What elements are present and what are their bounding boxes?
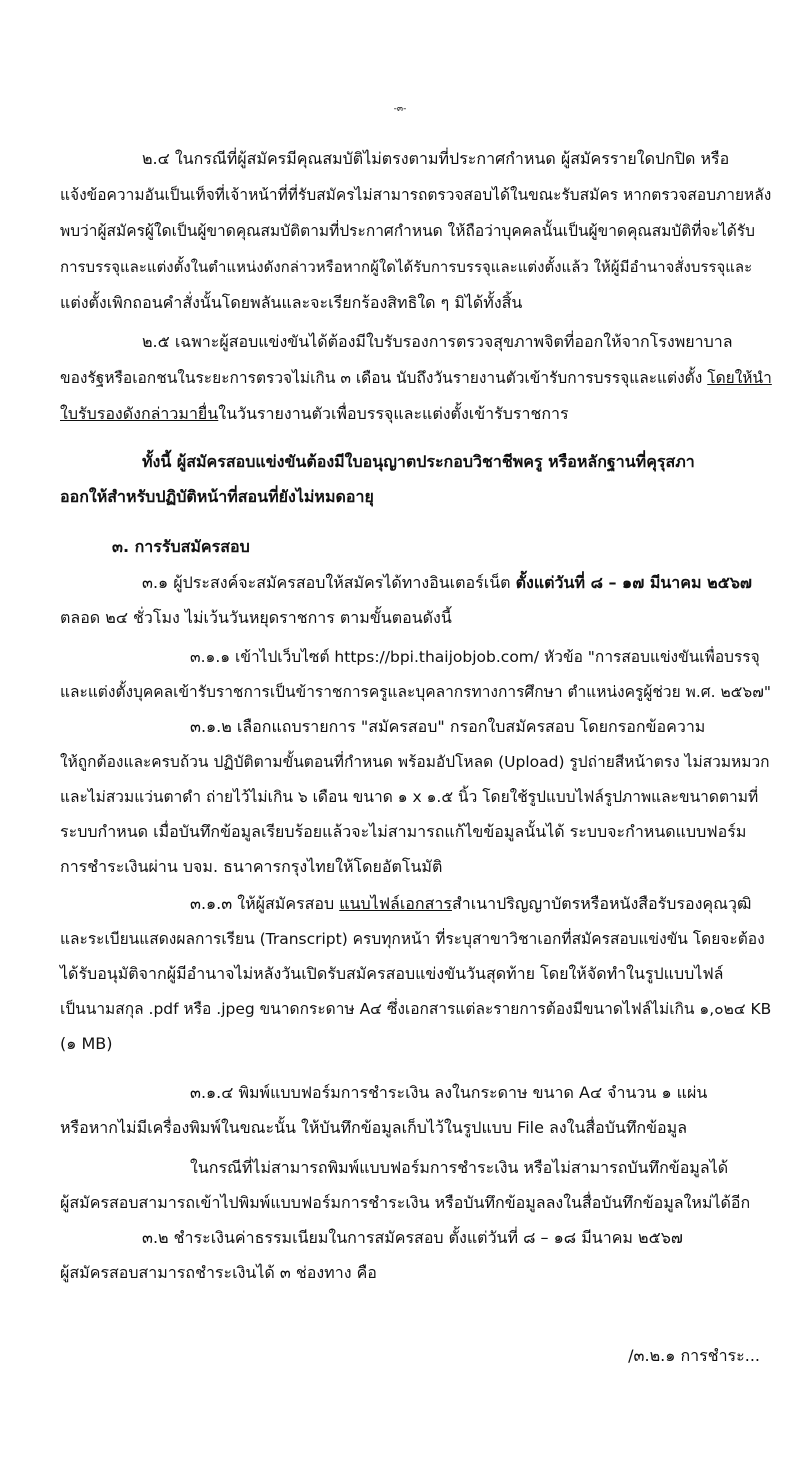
note-line: ทั้งนี้ ผู้สมัครสอบแข่งขันต้องมีใบอนุญาตประกอบวิชาชีพครู หรือหลักฐานที่คุรุสภา [142,452,695,471]
page-number: -๓- [393,104,407,114]
text-segment: ๓.๑ ผู้ประสงค์จะสมัครสอบให้สมัครได้ทางอินเตอร์เน็ต [142,573,516,592]
bold-text: ตั้งแต่วันที่ ๘ – ๑๗ มีนาคม ๒๕๖๗ [515,573,752,592]
paragraph-line [190,889,751,919]
paragraph-line: และระเบียนแสดงผลการเรียน (Transcript) ครบทุกหน้า ที่ระบุสาขาวิชาเอกที่สมัครสอบแข่งขัน โดยจะต้อง [60,930,765,948]
text-segment: สำเนาปริญญาบัตรหรือหนังสือรับรองคุณวุฒิ [451,894,752,913]
paragraph-line: ในกรณีที่ไม่สามารถพิมพ์แบบฟอร์มการชำระเงิน หรือไม่สามารถบันทึกข้อมูลได้ [190,1158,729,1177]
paragraph-line: ๓.๑.๒ เลือกแถบรายการ "สมัครสอบ" กรอกใบสมัครสอบ โดยกรอกข้อความ [190,717,706,736]
paragraph-line: ๒.๕ เฉพาะผู้สอบแข่งขันได้ต้องมีใบรับรองการตรวจสุขภาพจิตที่ออกให้จากโรงพยาบาล [142,332,733,351]
paragraph-line: ได้รับอนุมัติจากผู้มีอำนาจไม่หลังวันเปิดรับสมัครสอบแข่งขันวันสุดท้าย โดยให้จัดทำในรูปแบบไฟล์ [60,964,724,983]
paragraph-line: การชำระเงินผ่าน บจม. ธนาคารกรุงไทยให้โดยอัตโนมัติ [60,857,443,876]
underlined-text: แนบไฟล์เอกสาร [339,894,452,913]
note-line: ออกให้สำหรับปฏิบัติหน้าที่สอนที่ยังไม่หมดอายุ [60,487,374,506]
paragraph-line: เป็นนามสกุล .pdf หรือ .jpeg ขนาดกระดาษ A๔ ซึ่งเอกสารแต่ละรายการต้องมีขนาดไฟล์ไม่เกิน ๑,๐๒๔ KB [60,1000,772,1018]
text-segment: ๓.๑.๓ ให้ผู้สมัครสอบ [190,894,340,913]
text-segment: ในวันรายงานตัวเพื่อบรรจุและแต่งตั้งเข้ารับราชการ [218,404,569,423]
underlined-text: ใบรับรองดังกล่าวมายื่น [60,404,219,423]
paragraph-line: และไม่สวมแว่นตาดำ ถ่ายไว้ไม่เกิน ๖ เดือน ขนาด ๑ x ๑.๕ นิ้ว โดยใช้รูปแบบไฟล์รูปภาพและขนาดตามที่ [60,788,759,806]
paragraph-line [142,568,752,598]
paragraph-line [60,363,772,393]
paragraph-line: ตลอด ๒๔ ชั่วโมง ไม่เว้นวันหยุดราชการ ตามขั้นตอนดังนี้ [60,608,452,627]
paragraph-line: และแต่งตั้งบุคคลเข้ารับราชการเป็นข้าราชการครูและบุคลากรทางการศึกษา ตำแหน่งครูผู้ช่วย พ.ศ. ๒๕๖๗" [60,683,772,701]
paragraph-line: ผู้สมัครสอบสามารถชำระเงินได้ ๓ ช่องทาง คือ [60,1263,377,1282]
paragraph-line: แจ้งข้อความอันเป็นเท็จที่เจ้าหน้าที่ที่รับสมัครไม่สามารถตรวจสอบได้ในขณะรับสมัคร หากตรวจสอบภายหลัง [60,186,772,204]
paragraph-line: ๓.๒ ชำระเงินค่าธรรมเนียมในการสมัครสอบ ตั้งแต่วันที่ ๘ – ๑๘ มีนาคม ๒๕๖๗ [142,1228,683,1247]
paragraph-line: แต่งตั้งเพิกถอนคำสั่งนั้นโดยพลันและจะเรียกร้องสิทธิใด ๆ มิได้ทั้งสิ้น [60,293,523,312]
paragraph-line: การบรรจุและแต่งตั้งในตำแหน่งดังกล่าวหรือหากผู้ใดได้รับการบรรจุและแต่งตั้งแล้ว ให้ผู้มีอำนาจสั่งบรรจุและ [60,258,753,276]
paragraph-line: ให้ถูกต้องและครบถ้วน ปฏิบัติตามขั้นตอนที่กำหนด พร้อมอัปโหลด (Upload) รูปถ่ายสีหน้าตรง ไม่สวมหมวก [60,753,770,771]
paragraph-line: ผู้สมัครสอบสามารถเข้าไปพิมพ์แบบฟอร์มการชำระเงิน หรือบันทึกข้อมูลลงในสื่อบันทึกข้อมูลใหม่ได้อีก [60,1193,751,1212]
paragraph-line: ระบบกำหนด เมื่อบันทึกข้อมูลเรียบร้อยแล้วจะไม่สามารถแก้ไขข้อมูลนั้นได้ ระบบจะกำหนดแบบฟอร์ม [60,822,747,841]
text-segment: ของรัฐหรือเอกชนในระยะการตรวจไม่เกิน ๓ เดือน นับถึงวันรายงานตัวเข้ารับการบรรจุและแต่งตั้ง [60,369,708,387]
continuation-marker: /๓.๒.๑ การชำระ... [628,1346,760,1365]
section-heading: ๓. การรับสมัครสอบ [112,537,250,556]
paragraph-line: ๒.๔ ในกรณีที่ผู้สมัครมีคุณสมบัติไม่ตรงตามที่ประกาศกำหนด ผู้สมัครรายใดปกปิด หรือ [142,149,730,168]
paragraph-line: ๓.๑.๔ พิมพ์แบบฟอร์มการชำระเงิน ลงในกระดาษ ขนาด A๔ จำนวน ๑ แผ่น [190,1083,708,1102]
paragraph-line [60,399,569,429]
paragraph-line: พบว่าผู้สมัครผู้ใดเป็นผู้ขาดคุณสมบัติตามที่ประกาศกำหนด ให้ถือว่าบุคคลนั้นเป็นผู้ขาดคุณสมบัติที่จะได้รับ [60,222,755,240]
paragraph-line: หรือหากไม่มีเครื่องพิมพ์ในขณะนั้น ให้บันทึกข้อมูลเก็บไว้ในรูปแบบ File ลงในสื่อบันทึกข้อมูล [60,1118,687,1137]
underlined-text: โดยให้นำ [707,369,772,387]
paragraph-line: (๑ MB) [60,1034,113,1053]
paragraph-line: ๓.๑.๑ เข้าไปเว็บไซต์ https://bpi.thaijobjob.com/ หัวข้อ "การสอบแข่งขันเพื่อบรรจุ [190,648,760,666]
